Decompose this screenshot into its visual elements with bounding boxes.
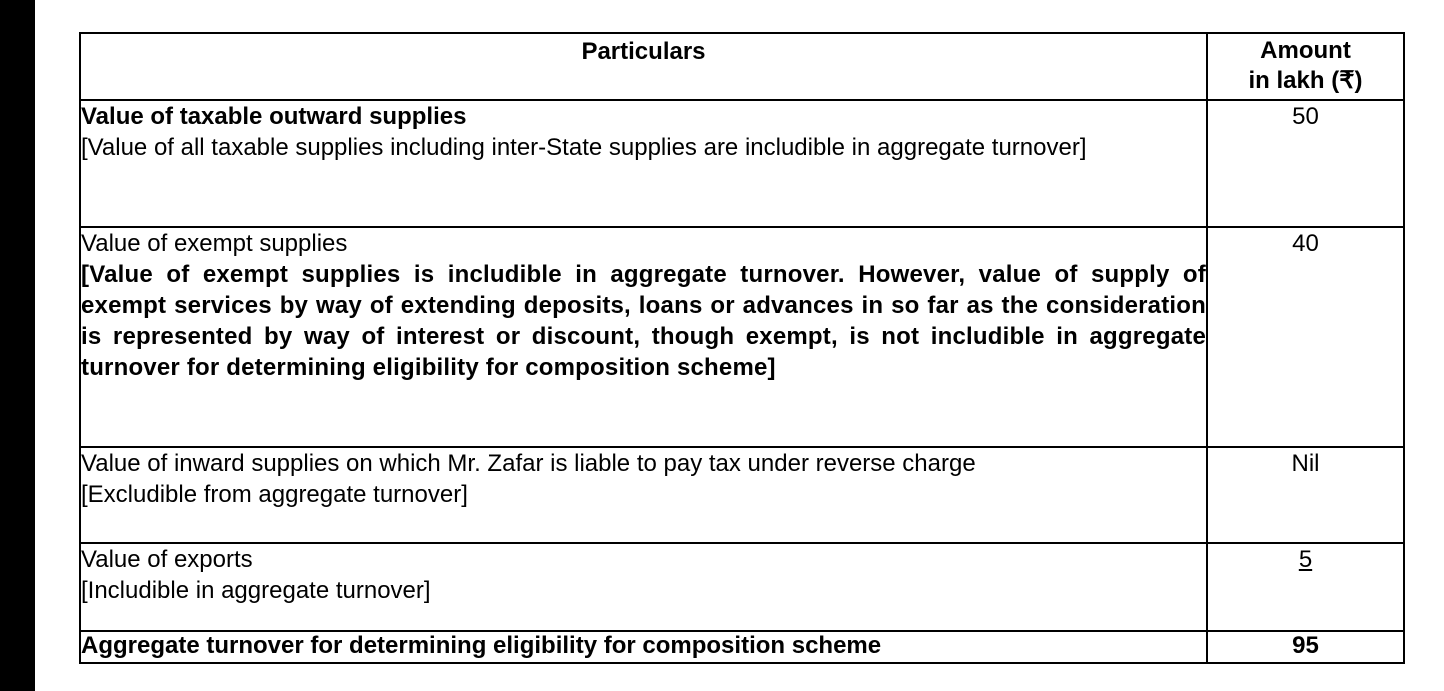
row-note: [Value of all taxable supplies including inter-State supplies are includible in aggregate turnover]	[81, 134, 1087, 161]
aggregate-turnover-table	[79, 32, 1405, 664]
particulars-cell	[80, 100, 1207, 227]
row-title: Value of taxable outward supplies	[81, 103, 467, 130]
total-label: Aggregate turnover for determining eligibility for composition scheme	[80, 631, 1207, 663]
amount-value: 5	[1298, 546, 1313, 573]
table-row-exempt	[80, 227, 1404, 447]
table-row-exports	[80, 543, 1404, 631]
amount-cell	[1207, 543, 1404, 631]
row-note: [Includible in aggregate turnover]	[81, 577, 431, 604]
amount-header-line2: in lakh (₹)	[1248, 67, 1363, 94]
table-row-taxable-outward	[80, 100, 1404, 227]
particulars-cell	[80, 447, 1207, 543]
row-note: [Value of exempt supplies is includible in aggregate turnover. However, value of supply of exempt services by way of extending deposits, loans or advances in so far as the consideration is represented by way of interest or discount, though exempt, is not includible in aggregate turnover for determining eligibility for composition scheme]	[81, 261, 1206, 381]
row-note: [Excludible from aggregate turnover]	[81, 481, 468, 508]
header-row	[80, 33, 1404, 100]
amount-header-line1: Amount	[1260, 37, 1351, 64]
table-row-reverse-charge	[80, 447, 1404, 543]
row-title: Value of inward supplies on which Mr. Zafar is liable to pay tax under reverse charge	[81, 450, 976, 477]
amount-header	[1207, 33, 1404, 100]
amount-cell: Nil	[1207, 447, 1404, 543]
amount-cell: 50	[1207, 100, 1404, 227]
total-amount: 95	[1207, 631, 1404, 663]
amount-cell: 40	[1207, 227, 1404, 447]
particulars-cell	[80, 543, 1207, 631]
particulars-header: Particulars	[80, 33, 1207, 100]
particulars-cell	[80, 227, 1207, 447]
row-title: Value of exports	[81, 546, 253, 573]
table-row-total	[80, 631, 1404, 663]
left-margin-bar	[0, 0, 35, 691]
row-title: Value of exempt supplies	[81, 230, 348, 257]
